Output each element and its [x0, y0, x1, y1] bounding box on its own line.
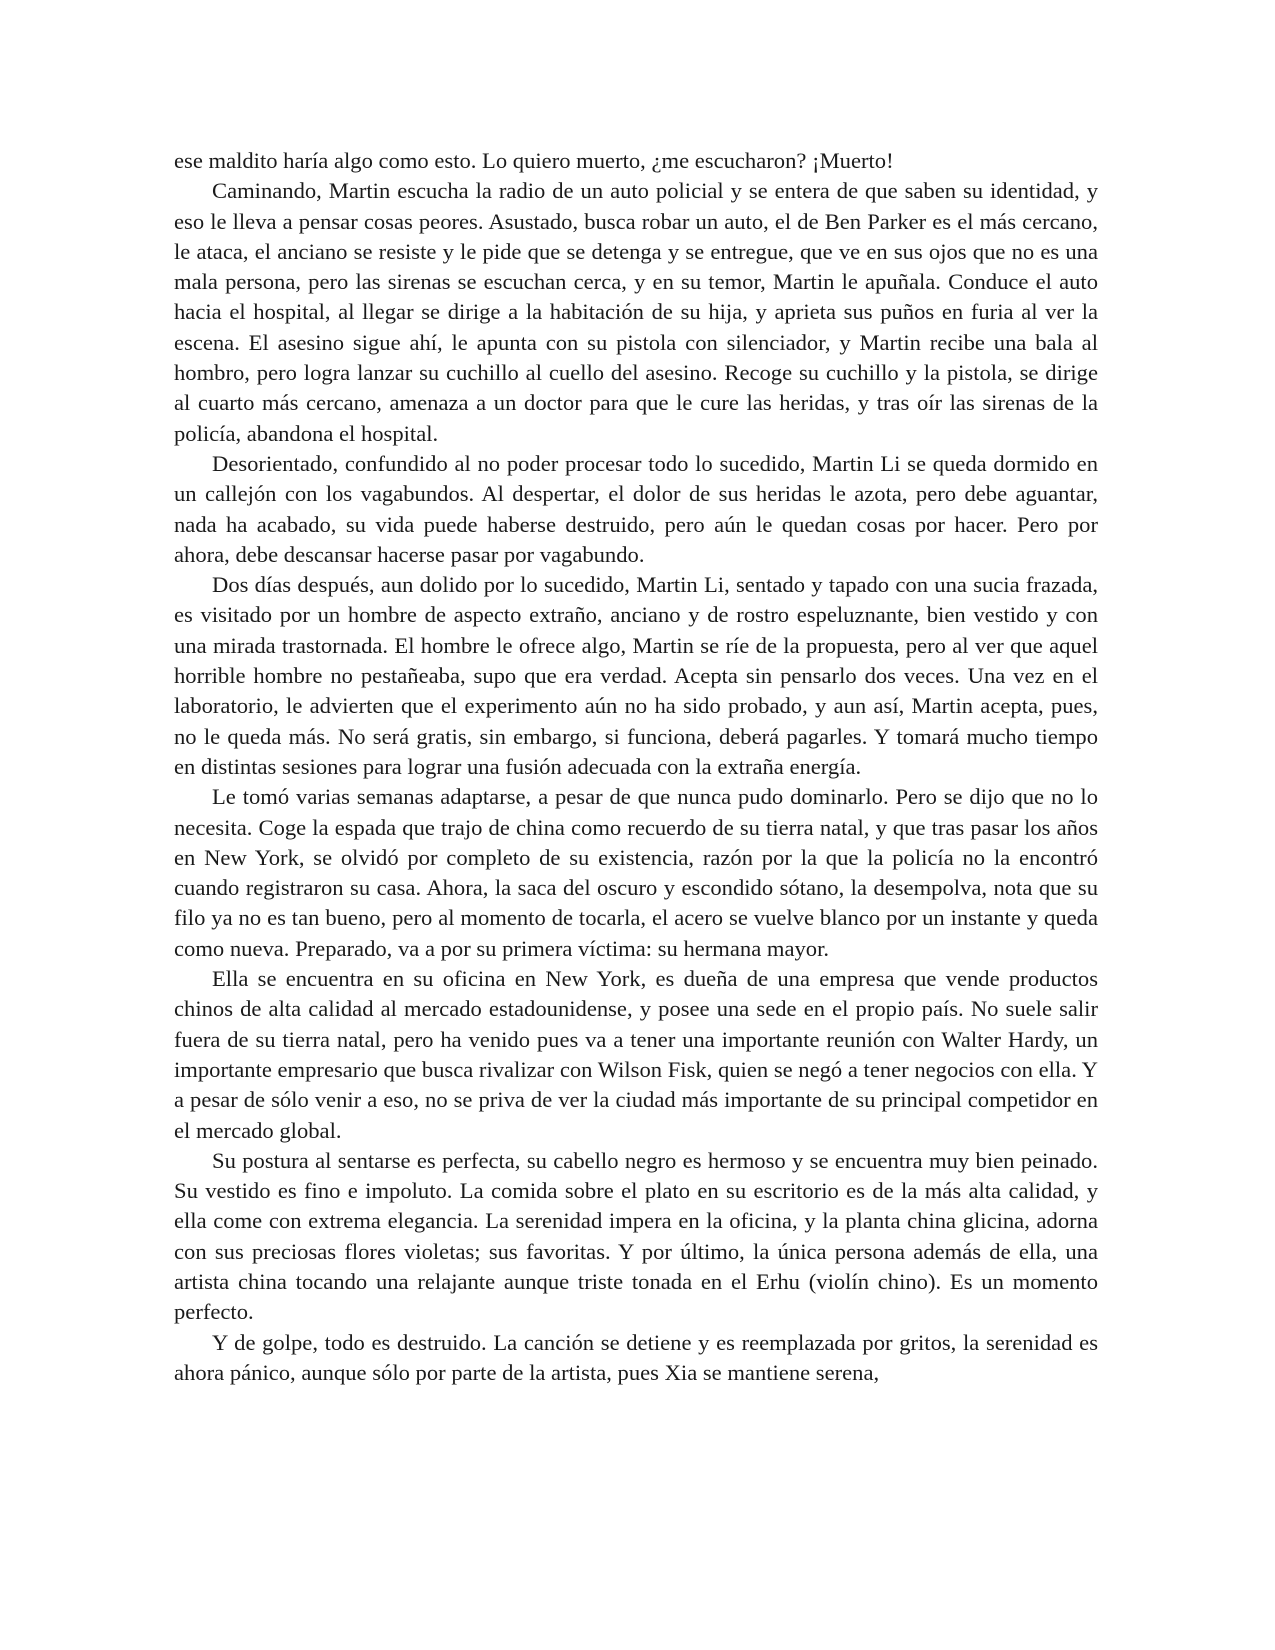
- paragraph-3: Desorientado, confundido al no poder procesar todo lo sucedido, Martin Li se queda dormido en un callejón con los vagabundos. Al despertar, el dolor de sus heridas le azota, pero debe aguantar, nada ha acabado, su vida puede haberse destruido, pero aún le quedan cosas por hacer. Pero por ahora, debe descansar hacerse pasar por vagabundo.: [174, 450, 1098, 567]
- paragraph-4: Dos días después, aun dolido por lo sucedido, Martin Li, sentado y tapado con una sucia frazada, es visitado por un hombre de aspecto extraño, anciano y de rostro espeluznante, bien vestido y con una mirada trastornada. El hombre le ofrece algo, Martin se ríe de la propuesta, pero al ver que aquel horrible hombre no pestañeaba, supo que era verdad. Acepta sin pensarlo dos veces. Una vez en el laboratorio, le advierten que el experimento aún no ha sido probado, y aun así, Martin acepta, pues, no le queda más. No será gratis, sin embargo, si funciona, deberá pagarles. Y tomará mucho tiempo en distintas sesiones para lograr una fusión adecuada con la extraña energía.: [174, 572, 1098, 779]
- paragraph-7: Su postura al sentarse es perfecta, su cabello negro es hermoso y se encuentra muy bien peinado. Su vestido es fino e impoluto. La comida sobre el plato en su escritorio es de la más alta calidad, y ella come con extrema elegancia. La serenidad impera en la oficina, y la planta china glicina, adorna con sus preciosas flores violetas; sus favoritas. Y por último, la única persona además de ella, una artista china tocando una relajante aunque triste tonada en el Erhu (violín chino). Es un momento perfecto.: [174, 1147, 1098, 1325]
- paragraph-1: ese maldito haría algo como esto. Lo quiero muerto, ¿me escucharon? ¡Muerto!: [174, 148, 894, 173]
- paragraph-2: Caminando, Martin escucha la radio de un auto policial y se entera de que saben su identidad, y eso le lleva a pensar cosas peores. Asustado, busca robar un auto, el de Ben Parker es el más cercano, le ataca, el anciano se resiste y le pide que se detenga y se entregue, que ve en sus ojos que no es una mala persona, pero las sirenas se escuchan cerca, y en su temor, Martin le apuñala. Conduce el auto hacia el hospital, al llegar se dirige a la habitación de su hija, y aprieta sus puños en furia al ver la escena. El asesino sigue ahí, le apunta con su pistola con silenciador, y Martin recibe una bala al hombro, pero logra lanzar su cuchillo al cuello del asesino. Recoge su cuchillo y la pistola, se dirige al cuarto más cercano, amenaza a un doctor para que le cure las heridas, y tras oír las sirenas de la policía, abandona el hospital.: [174, 178, 1098, 446]
- body-text: [174, 146, 1098, 1388]
- paragraph-8: Y de golpe, todo es destruido. La canción se detiene y es reemplazada por gritos, la serenidad es ahora pánico, aunque sólo por parte de la artista, pues Xia se mantiene serena,: [174, 1329, 1098, 1385]
- paragraph-6: Ella se encuentra en su oficina en New York, es dueña de una empresa que vende productos chinos de alta calidad al mercado estadounidense, y posee una sede en el propio país. No suele salir fuera de su tierra natal, pero ha venido pues va a tener una importante reunión con Walter Hardy, un importante empresario que busca rivalizar con Wilson Fisk, quien se negó a tener negocios con ella. Y a pesar de sólo venir a eso, no se priva de ver la ciudad más importante de su principal competidor en el mercado global.: [174, 966, 1098, 1143]
- paragraph-5: Le tomó varias semanas adaptarse, a pesar de que nunca pudo dominarlo. Pero se dijo que no lo necesita. Coge la espada que trajo de china como recuerdo de su tierra natal, y que tras pasar los años en New York, se olvidó por completo de su existencia, razón por la que la policía no la encontró cuando registraron su casa. Ahora, la saca del oscuro y escondido sótano, la desempolva, nota que su filo ya no es tan bueno, pero al momento de tocarla, el acero se vuelve blanco por un instante y queda como nueva. Preparado, va a por su primera víctima: su hermana mayor.: [174, 784, 1098, 961]
